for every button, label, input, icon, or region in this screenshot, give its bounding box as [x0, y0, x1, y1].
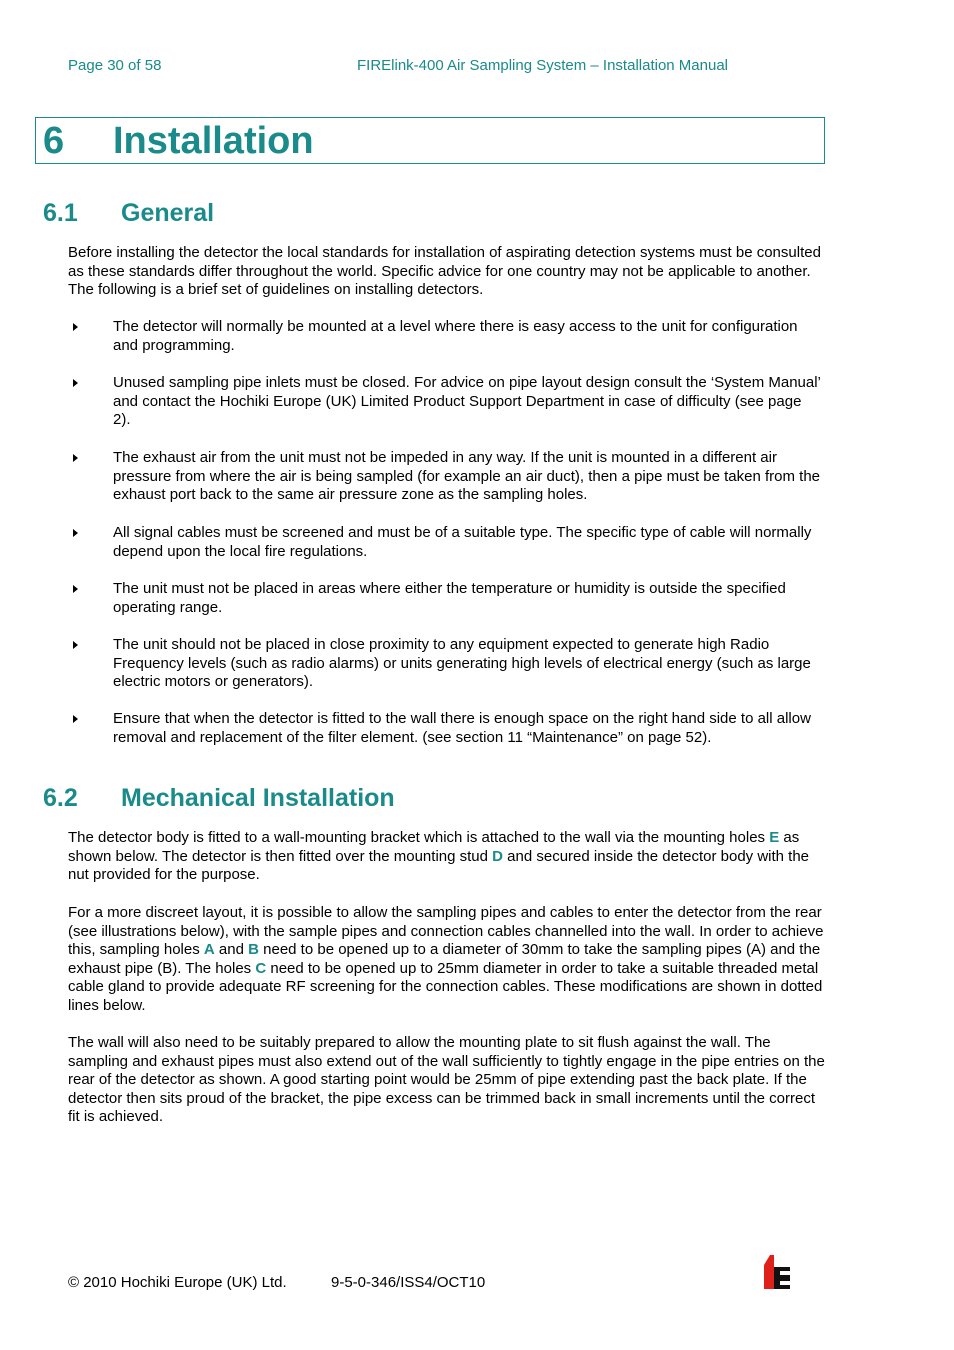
label-a: A — [203, 941, 215, 958]
label-b: B — [248, 941, 259, 958]
section-number: 6.2 — [43, 784, 78, 812]
document-reference: 9-5-0-346/ISS4/OCT10 — [331, 1274, 486, 1291]
label-e: E — [769, 829, 780, 846]
section-heading-general — [43, 199, 214, 228]
section-title: General — [121, 199, 215, 227]
list-item-text: The unit should not be placed in close proximity to any equipment expected to generate high Radio Frequency levels (such as radio alarms) or units generating high levels of electrical energy (such as large electric motors or generators). — [113, 636, 811, 690]
hochiki-logo — [764, 1255, 792, 1289]
document-title: FIRElink-400 Air Sampling System – Installation Manual — [357, 57, 729, 74]
chapter-title: Installation — [113, 120, 314, 162]
page-number: Page 30 of 58 — [68, 57, 162, 74]
mechanical-paragraph-3: The wall will also need to be suitably prepared to allow the mounting plate to sit flush against the wall. The sampling and exhaust pipes must also extend out of the wall sufficiently to tightly engage in the pipe entries on the rear of the detector as shown. A good starting point would be 25mm of pipe extending past the back plate. If the detector then sits proud of the bracket, the pipe excess can be trimmed back in small increments until the correct fit is achieved. — [68, 1034, 825, 1125]
triangle-right-icon — [73, 715, 78, 723]
triangle-right-icon — [73, 379, 78, 387]
triangle-right-icon — [73, 585, 78, 593]
triangle-right-icon — [73, 529, 78, 537]
list-item-text: Unused sampling pipe inlets must be closed. For advice on pipe layout design consult the ‘System Manual’ and contact the Hochiki Europe (UK) Limited Product Support Department in case of difficulty (see page 2). — [113, 374, 821, 428]
chapter-number: 6 — [43, 120, 65, 162]
list-item-text: The unit must not be placed in areas where either the temperature or humidity is outside the specified operating range. — [113, 580, 786, 616]
list-item-text: The detector will normally be mounted at a level where there is easy access to the unit for configuration and programming. — [113, 318, 798, 354]
section-heading-mechanical — [43, 784, 395, 813]
mechanical-paragraph-2: For a more discreet layout, it is possible to allow the sampling pipes and cables to enter the detector from the rear (see illustrations below), with the sample pipes and connection cables channelled into the wall. In order to achieve this, sampling holes A and B need to be opened up to a diameter of 30mm to take the sampling pipes (A) and the exhaust pipe (B). The holes C need to be opened up to 25mm diameter in order to take a suitable threaded metal cable gland to provide adequate RF screening for the connection cables. These modifications are shown in dotted lines below. — [68, 904, 824, 1014]
label-c: C — [255, 959, 267, 977]
copyright: © 2010 Hochiki Europe (UK) Ltd. — [68, 1274, 287, 1291]
section-number: 6.1 — [43, 199, 78, 227]
triangle-right-icon — [73, 323, 78, 331]
list-item-text: The exhaust air from the unit must not be impeded in any way. If the unit is mounted in a different air pressure from where the air is being sampled (for example an air duct), then a pipe must be taken from the exhaust port back to the same air pressure zone as the sampling holes. — [113, 449, 821, 503]
triangle-right-icon — [73, 641, 78, 649]
general-intro-paragraph: Before installing the detector the local standards for installation of aspirating detection systems must be consulted as these standards differ throughout the world. Specific advice for one country may not be applicable to another. The following is a brief set of guidelines on installing detectors. — [68, 244, 821, 298]
list-item-text: Ensure that when the detector is fitted to the wall there is enough space on the right hand side to all allow removal and replacement of the filter element. (see section 11 “Maintenance” on page 52). — [113, 710, 811, 746]
chapter-heading — [35, 117, 825, 164]
list-item-text: All signal cables must be screened and must be of a suitable type. The specific type of cable will normally depend upon the local fire regulations. — [113, 524, 812, 560]
section-title: Mechanical Installation — [121, 784, 395, 812]
label-d: D — [492, 847, 503, 865]
triangle-right-icon — [73, 454, 78, 462]
mechanical-paragraph-1: The detector body is fitted to a wall-mounting bracket which is attached to the wall via the mounting holes E as shown below. The detector is then fitted over the mounting stud D and secured inside the detector body with the nut provided for the purpose. — [68, 829, 810, 883]
